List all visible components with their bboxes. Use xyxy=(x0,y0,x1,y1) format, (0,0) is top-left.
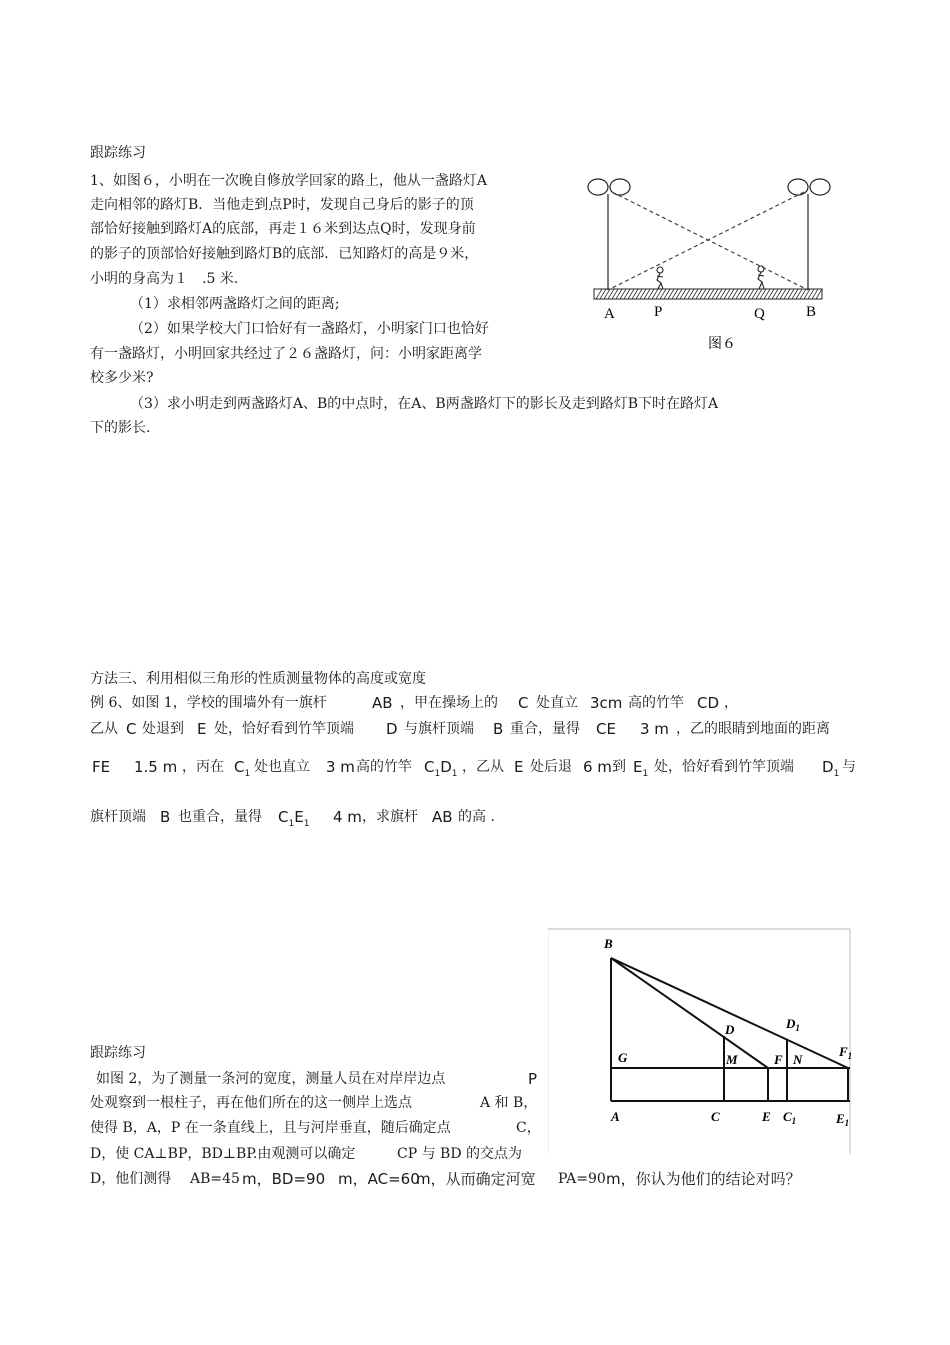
label-d: D xyxy=(725,1022,735,1037)
math-c1d1: $C_1D_1$ xyxy=(424,758,458,779)
math-c1e1: $C_1E_1$ xyxy=(278,808,310,829)
math-c1: $C_1$ xyxy=(234,758,251,779)
label-b: B xyxy=(806,304,817,320)
math-fe: FE xyxy=(92,758,111,776)
math-ce: CE xyxy=(596,720,616,738)
label-n: N xyxy=(793,1052,803,1067)
figure-6-streetlamps xyxy=(580,170,840,360)
text-run: 处，恰好看到竹竿顶端 xyxy=(214,721,354,737)
math-b: B xyxy=(493,720,504,738)
text-run: m，从而确定河宽 xyxy=(416,1170,536,1188)
text-run: 与 xyxy=(842,759,856,775)
math-e: E xyxy=(514,758,524,776)
light-ray-b xyxy=(608,192,804,290)
text-run: ，求旗杆 xyxy=(362,809,418,825)
text-run: PA=90 xyxy=(558,1171,606,1187)
math-6m: 6 m xyxy=(583,758,612,776)
text-run: ，甲在操场上的 xyxy=(400,695,498,711)
lamp-head-a xyxy=(588,179,630,195)
text-run: 高的竹竿 xyxy=(628,695,684,711)
text-run: A 和 B， xyxy=(480,1095,538,1111)
problem1-line: 小明的身高为１ .5 米. xyxy=(90,271,239,287)
label-c: C xyxy=(711,1109,720,1124)
lamp-head-b xyxy=(788,179,830,195)
math-d: D xyxy=(386,720,398,738)
text-run: ，乙从 xyxy=(462,759,504,775)
label-g: G xyxy=(618,1050,628,1065)
text-run: m，你认为他们的结论对吗？ xyxy=(606,1170,801,1188)
text-run: D，他们测得 xyxy=(90,1171,172,1187)
text-run: 到 xyxy=(612,759,626,775)
text-run: 高的竹竿 xyxy=(356,759,412,775)
text-run: 处，恰好看到竹竿顶端 xyxy=(654,759,794,775)
text-run: ，丙在 xyxy=(182,759,224,775)
math-3m: 3 m xyxy=(326,758,355,776)
math-c: C xyxy=(518,694,529,712)
text-run: 处观察到一根柱子，再在他们所在的这一侧岸上选点 xyxy=(90,1095,412,1111)
label-c1: $C_1$ xyxy=(783,1109,797,1126)
text-run: 重合，量得 xyxy=(510,721,580,737)
text-run: 处也直立 xyxy=(254,759,310,775)
text-run: 处直立 xyxy=(536,695,578,711)
method3-heading: 方法三、利用相似三角形的性质测量物体的高度或宽度 xyxy=(90,671,426,687)
math-p: P xyxy=(528,1070,538,1088)
label-d1: $D_1$ xyxy=(786,1016,800,1033)
math-1-5m: 1.5 m xyxy=(134,758,178,776)
figure-caption: 图６ xyxy=(708,337,736,352)
text-run: 的高 . xyxy=(458,809,495,825)
person-at-p xyxy=(657,267,663,289)
problem1-subq2: （2）如果学校大门口恰好有一盏路灯，小明家门口也恰好 xyxy=(130,321,489,337)
label-e: E xyxy=(762,1109,771,1124)
label-f1: $F_1$ xyxy=(839,1044,852,1061)
section2-heading: 跟踪练习 xyxy=(90,1045,146,1061)
problem1-line: 走向相邻的路灯B．当他走到点P时，发现自己身后的影子的顶 xyxy=(90,197,474,213)
text-run: 例 6、如图 1，学校的围墙外有一旗杆 xyxy=(90,695,327,711)
math-d1: $D_1$ xyxy=(822,758,840,779)
problem1-line: 部恰好接触到路灯A的底部，再走１６米到达点Q时，发现身前 xyxy=(90,221,476,237)
math-4m: 4 m xyxy=(333,808,362,826)
text-run: m，AC=60 xyxy=(338,1170,420,1188)
text-run: D，使 CA⊥BP，BD⊥BP.由观测可以确定 xyxy=(90,1146,356,1162)
label-a: A xyxy=(611,1109,620,1124)
math-3cm: 3cm xyxy=(590,694,623,712)
text-run: 乙从 xyxy=(90,721,118,737)
math-ab: AB xyxy=(432,808,453,826)
problem1-line: 下的影长. xyxy=(90,420,151,436)
label-p: P xyxy=(654,304,663,320)
problem1-line: 1、如图６，小明在一次晚自修放学回家的路上，他从一盏路灯A xyxy=(90,173,488,189)
section1-heading: 跟踪练习 xyxy=(90,145,146,161)
label-m: M xyxy=(726,1052,738,1067)
math-b: B xyxy=(160,808,171,826)
text-run: 旗杆顶端 xyxy=(90,809,146,825)
figure-flagpole-diagram xyxy=(548,928,852,1156)
label-f: F xyxy=(774,1052,783,1067)
math-3m: 3 m xyxy=(640,720,669,738)
problem1-line: 校多少米? xyxy=(90,370,154,386)
math-e1: $E_1$ xyxy=(633,758,649,779)
problem1-subq3: （3）求小明走到两盏路灯A、B的中点时，在A、B两盏路灯下的影长及走到路灯B下时在路灯A xyxy=(130,396,719,412)
text-run: 如图 2，为了测量一条河的宽度，测量人员在对岸岸边点 xyxy=(96,1071,446,1087)
problem1-line: 的影子的顶部恰好接触到路灯B的底部．已知路灯的高是９米， xyxy=(90,246,479,262)
text-run: 使得 B，A，P 在一条直线上，且与河岸垂直，随后确定点 xyxy=(90,1120,451,1136)
problem1-line: 有一盏路灯，小明回家共经过了２６盏路灯，问：小明家距离学 xyxy=(90,346,482,362)
text-run: ， xyxy=(724,695,738,711)
math-c: C xyxy=(126,720,137,738)
math-cd: CD xyxy=(697,694,720,712)
text-run: ，乙的眼睛到地面的距离 xyxy=(676,721,830,737)
label-q: Q xyxy=(754,306,765,322)
math-e: E xyxy=(197,720,207,738)
text-run: 处退到 xyxy=(142,721,184,737)
text-run: 与旗杆顶端 xyxy=(404,721,474,737)
text-run: m，BD=90 xyxy=(242,1170,326,1188)
person-at-q xyxy=(758,266,764,289)
text-run: CP 与 BD 的交点为 xyxy=(397,1146,522,1162)
text-run: C， xyxy=(516,1120,541,1136)
text-run: 处后退 xyxy=(530,759,572,775)
text-run: AB=45 xyxy=(190,1171,240,1187)
sight-line-bf xyxy=(611,958,768,1068)
text-run: 也重合，量得 xyxy=(178,809,262,825)
label-e1: $E_1$ xyxy=(836,1111,850,1128)
problem1-subq1: （1）求相邻两盏路灯之间的距离; xyxy=(130,296,340,312)
math-ab: AB xyxy=(372,694,393,712)
light-ray-a xyxy=(612,192,808,290)
label-a: A xyxy=(604,306,615,322)
label-b: B xyxy=(604,936,613,951)
